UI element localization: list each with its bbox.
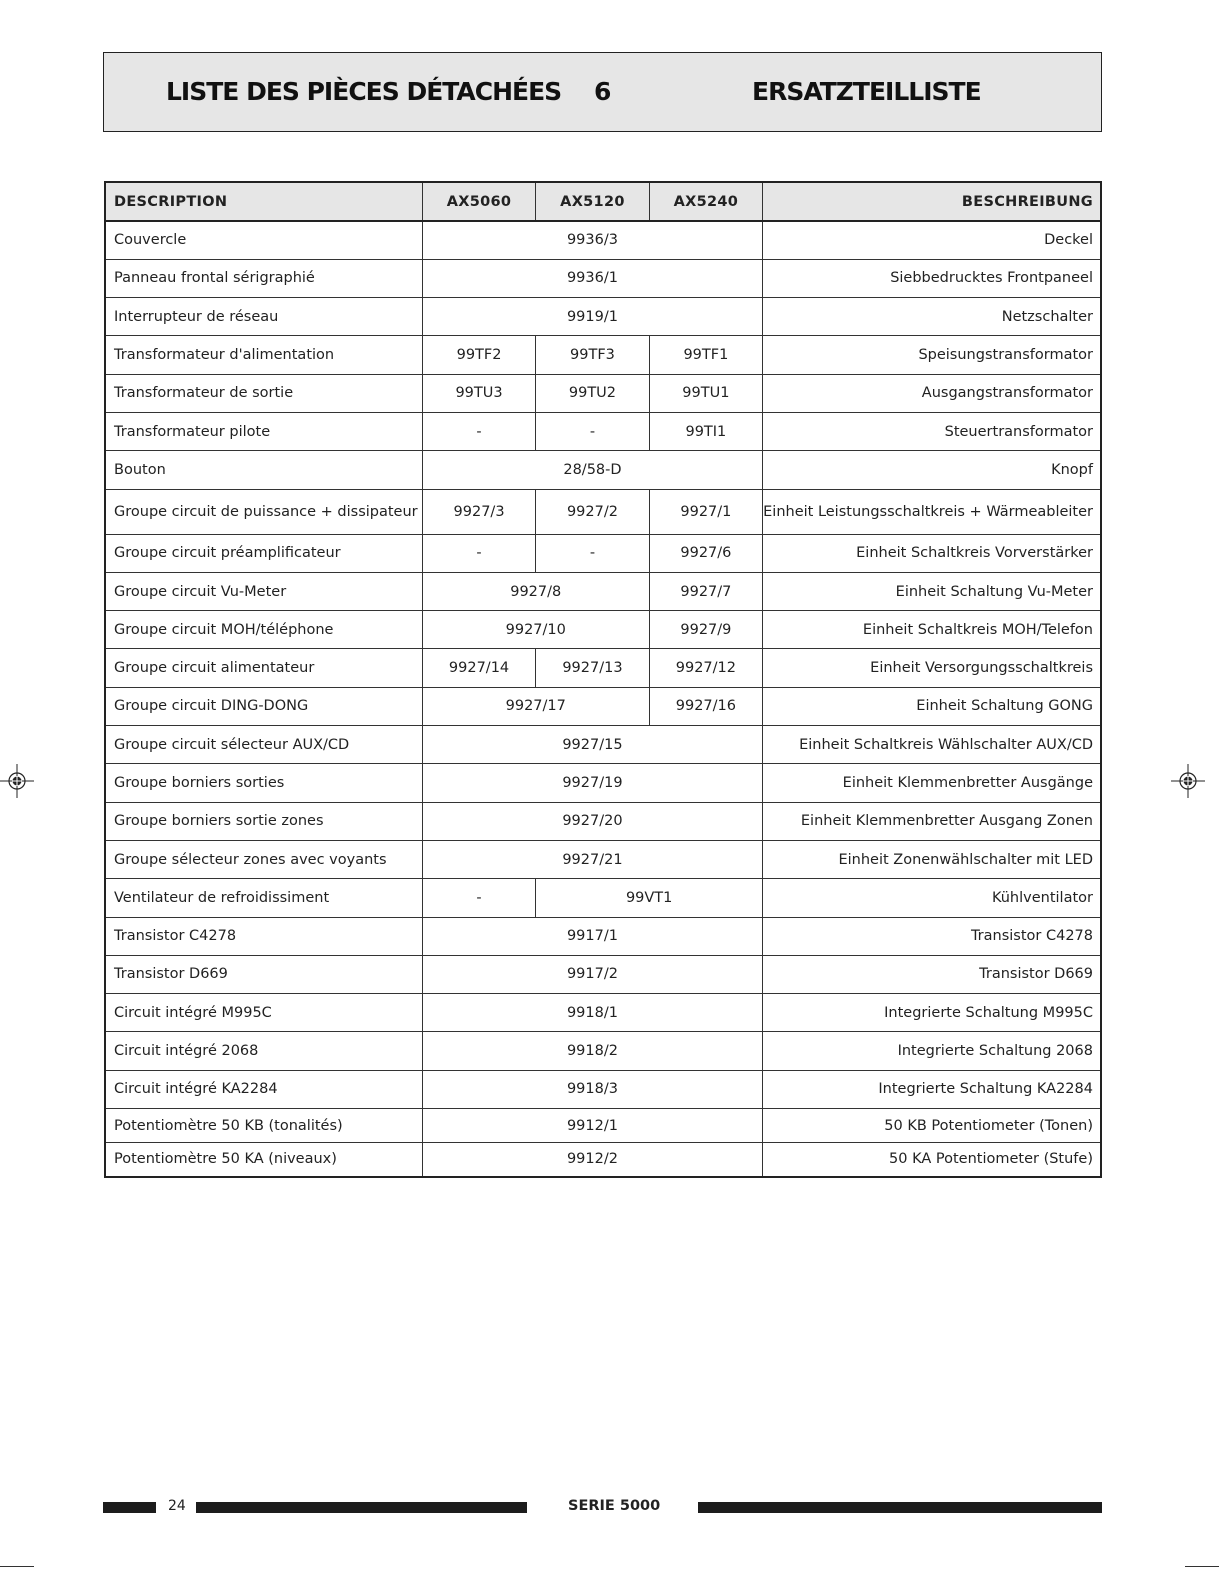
table-header-row [105, 182, 1101, 221]
cell-part-code: 9927/8 [422, 572, 649, 610]
table-row [105, 1143, 1101, 1177]
cell-description: Groupe circuit MOH/téléphone [105, 611, 422, 649]
table-row [105, 336, 1101, 374]
cell-part-code: 99TF2 [422, 336, 535, 374]
table-row [105, 802, 1101, 840]
cell-part-code: 9936/1 [422, 259, 762, 297]
footer-bar-middle [196, 1502, 527, 1513]
column-header-ax5060: AX5060 [422, 182, 535, 221]
cell-part-code: 9918/2 [422, 1032, 762, 1070]
cell-part-code: - [422, 534, 535, 572]
cell-description: Groupe sélecteur zones avec voyants [105, 840, 422, 878]
column-header-beschreibung: BESCHREIBUNG [763, 182, 1101, 221]
cell-beschreibung: Einheit Schaltkreis MOH/Telefon [763, 611, 1101, 649]
cell-description: Ventilateur de refroidissiment [105, 879, 422, 917]
cell-part-code: - [536, 534, 649, 572]
table-row [105, 687, 1101, 725]
cell-beschreibung: Speisungstransformator [763, 336, 1101, 374]
table-row [105, 764, 1101, 802]
cell-part-code: 99TU2 [536, 374, 649, 412]
cell-description: Transformateur de sortie [105, 374, 422, 412]
cell-description: Groupe borniers sortie zones [105, 802, 422, 840]
cell-beschreibung: Integrierte Schaltung 2068 [763, 1032, 1101, 1070]
cell-part-code: 9927/15 [422, 726, 762, 764]
cell-beschreibung: Ausgangstransformator [763, 374, 1101, 412]
cell-beschreibung: Knopf [763, 451, 1101, 489]
cell-part-code: 9912/1 [422, 1109, 762, 1143]
series-label: SERIE 5000 [568, 1498, 661, 1514]
cell-part-code: 9917/1 [422, 917, 762, 955]
cell-description: Potentiomètre 50 KA (niveaux) [105, 1143, 422, 1177]
cell-part-code: 9927/21 [422, 840, 762, 878]
cell-part-code: 9917/2 [422, 955, 762, 993]
cell-part-code: 9927/10 [422, 611, 649, 649]
cell-beschreibung: Einheit Zonenwählschalter mit LED [763, 840, 1101, 878]
cell-part-code: 9927/3 [422, 489, 535, 534]
cell-description: Groupe circuit préamplificateur [105, 534, 422, 572]
cell-beschreibung: Einheit Schaltkreis Vorverstärker [763, 534, 1101, 572]
title-german: ERSATZTEILLISTE [752, 77, 981, 106]
table-row [105, 534, 1101, 572]
cell-description: Groupe borniers sorties [105, 764, 422, 802]
cell-description: Transformateur d'alimentation [105, 336, 422, 374]
cell-description: Transistor D669 [105, 955, 422, 993]
cell-description: Bouton [105, 451, 422, 489]
cell-beschreibung: Einheit Schaltung GONG [763, 687, 1101, 725]
cell-part-code: 9927/7 [649, 572, 762, 610]
page-footer [0, 1492, 1219, 1522]
cell-description: Transformateur pilote [105, 412, 422, 450]
cell-part-code: 28/58-D [422, 451, 762, 489]
cell-part-code: 9927/14 [422, 649, 535, 687]
cell-part-code: 99TI1 [649, 412, 762, 450]
cell-description: Circuit intégré M995C [105, 994, 422, 1032]
cell-part-code: 9912/2 [422, 1143, 762, 1177]
cell-description: Groupe circuit Vu-Meter [105, 572, 422, 610]
table-row [105, 572, 1101, 610]
cell-part-code: 99TU3 [422, 374, 535, 412]
table-row [105, 412, 1101, 450]
parts-table-body [105, 221, 1101, 1177]
cell-part-code: 9927/2 [536, 489, 649, 534]
cell-description: Groupe circuit alimentateur [105, 649, 422, 687]
cell-description: Circuit intégré 2068 [105, 1032, 422, 1070]
cell-part-code: - [422, 879, 535, 917]
table-row [105, 221, 1101, 259]
table-row [105, 726, 1101, 764]
cell-part-code: 9936/3 [422, 221, 762, 259]
cell-beschreibung: Einheit Schaltung Vu-Meter [763, 572, 1101, 610]
cell-part-code: 9927/20 [422, 802, 762, 840]
cell-beschreibung: Einheit Schaltkreis Wählschalter AUX/CD [763, 726, 1101, 764]
cell-part-code: 9919/1 [422, 298, 762, 336]
table-row [105, 994, 1101, 1032]
cell-description: Panneau frontal sérigraphié [105, 259, 422, 297]
page-header [103, 52, 1102, 132]
table-row [105, 611, 1101, 649]
cell-beschreibung: 50 KB Potentiometer (Tonen) [763, 1109, 1101, 1143]
footer-bar-right [698, 1502, 1102, 1513]
cell-description: Transistor C4278 [105, 917, 422, 955]
cell-part-code: 99TF1 [649, 336, 762, 374]
cell-part-code: 9927/17 [422, 687, 649, 725]
cell-description: Groupe circuit DING-DONG [105, 687, 422, 725]
table-row [105, 840, 1101, 878]
table-row [105, 298, 1101, 336]
cell-beschreibung: Netzschalter [763, 298, 1101, 336]
table-row [105, 259, 1101, 297]
cell-beschreibung: Transistor C4278 [763, 917, 1101, 955]
cell-part-code: 9927/19 [422, 764, 762, 802]
cell-beschreibung: Einheit Leistungsschaltkreis + Wärmeableiter [763, 489, 1101, 534]
cell-description: Couvercle [105, 221, 422, 259]
table-row [105, 489, 1101, 534]
cell-beschreibung: Kühlventilator [763, 879, 1101, 917]
table-row [105, 955, 1101, 993]
cell-description: Groupe circuit de puissance + dissipateur [105, 489, 422, 534]
cell-part-code: 9927/9 [649, 611, 762, 649]
cell-part-code: 9918/3 [422, 1070, 762, 1108]
cell-beschreibung: Einheit Klemmenbretter Ausgang Zonen [763, 802, 1101, 840]
cell-beschreibung: Transistor D669 [763, 955, 1101, 993]
registration-mark-icon [0, 764, 34, 798]
cell-description: Potentiomètre 50 KB (tonalités) [105, 1109, 422, 1143]
cell-description: Groupe circuit sélecteur AUX/CD [105, 726, 422, 764]
table-row [105, 917, 1101, 955]
cell-beschreibung: Siebbedrucktes Frontpaneel [763, 259, 1101, 297]
cell-part-code: 9927/16 [649, 687, 762, 725]
table-row [105, 649, 1101, 687]
cell-description: Circuit intégré KA2284 [105, 1070, 422, 1108]
column-header-ax5120: AX5120 [536, 182, 649, 221]
cell-part-code: 9918/1 [422, 994, 762, 1032]
table-row [105, 451, 1101, 489]
cell-part-code: 99TU1 [649, 374, 762, 412]
cell-description: Interrupteur de réseau [105, 298, 422, 336]
table-row [105, 1032, 1101, 1070]
cell-part-code: 99VT1 [536, 879, 763, 917]
cell-part-code: 99TF3 [536, 336, 649, 374]
cell-part-code: 9927/13 [536, 649, 649, 687]
cell-part-code: 9927/1 [649, 489, 762, 534]
cell-beschreibung: Steuertransformator [763, 412, 1101, 450]
crop-mark-right [1185, 1566, 1219, 1567]
section-number: 6 [594, 77, 611, 106]
cell-part-code: - [536, 412, 649, 450]
crop-mark-left [0, 1566, 34, 1567]
table-row [105, 1109, 1101, 1143]
column-header-ax5240: AX5240 [649, 182, 762, 221]
cell-part-code: - [422, 412, 535, 450]
cell-beschreibung: Einheit Klemmenbretter Ausgänge [763, 764, 1101, 802]
cell-beschreibung: 50 KA Potentiometer (Stufe) [763, 1143, 1101, 1177]
footer-bar-left [103, 1502, 156, 1513]
table-row [105, 374, 1101, 412]
title-french: LISTE DES PIÈCES DÉTACHÉES [166, 77, 562, 106]
cell-part-code: 9927/12 [649, 649, 762, 687]
cell-beschreibung: Integrierte Schaltung M995C [763, 994, 1101, 1032]
table-row [105, 1070, 1101, 1108]
registration-mark-icon [1171, 764, 1205, 798]
cell-part-code: 9927/6 [649, 534, 762, 572]
page-number: 24 [168, 1498, 186, 1514]
parts-table [104, 181, 1102, 1178]
column-header-description: DESCRIPTION [105, 182, 422, 221]
cell-beschreibung: Einheit Versorgungsschaltkreis [763, 649, 1101, 687]
cell-beschreibung: Integrierte Schaltung KA2284 [763, 1070, 1101, 1108]
cell-beschreibung: Deckel [763, 221, 1101, 259]
table-row [105, 879, 1101, 917]
